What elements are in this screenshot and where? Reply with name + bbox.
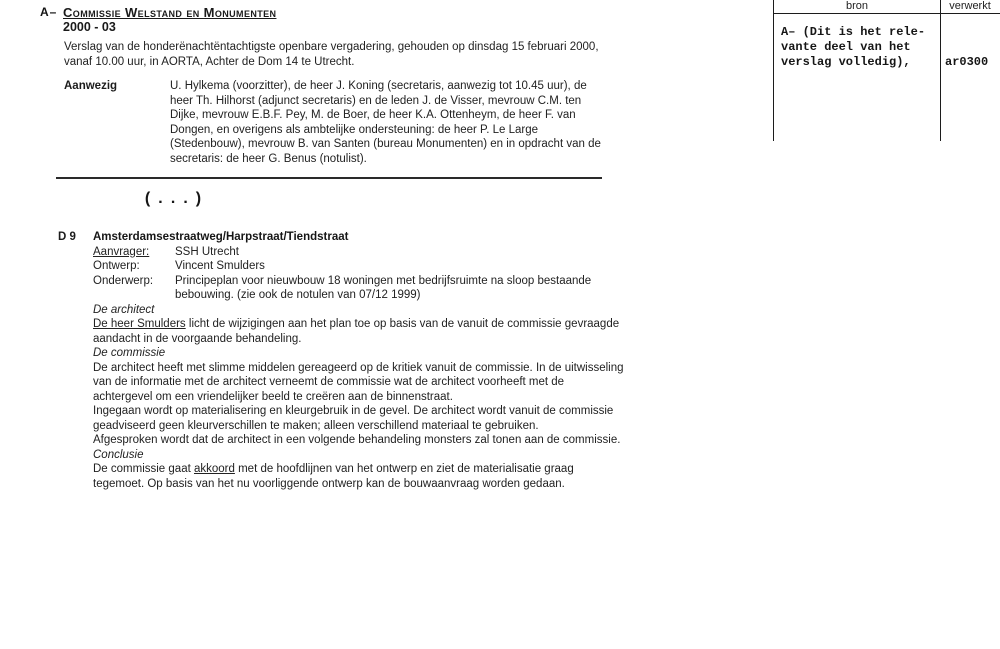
architect-paragraph: [93, 317, 625, 346]
meeting-intro-paragraph: Verslag van de honderënachtëntachtigste openbare vergadering, gehouden op dinsdag 15 februari 2000, vanaf 10.00 uur, in AORTA, Achter de Dom 14 te Utrecht.: [64, 41, 599, 68]
column-header-verwerkt: verwerkt: [949, 0, 991, 12]
designer-value: Vincent Smulders: [175, 260, 265, 272]
verwerkt-cell-value: ar0300: [945, 55, 989, 69]
bron-cell-note: [781, 25, 936, 70]
conclusion-underlined-word: akkoord: [193, 463, 235, 475]
conclusion-paragraph: [93, 462, 625, 491]
conclusion-pre: De commissie gaat: [93, 463, 194, 475]
attendance-label: Aanwezig: [64, 80, 118, 92]
designer-label: Ontwerp:: [93, 260, 140, 272]
agenda-item-content: [93, 230, 625, 491]
applicant-label: Aanvrager:: [93, 245, 150, 258]
agenda-item-number: D 9: [58, 231, 76, 243]
committee-paragraph-2: Ingegaan wordt op materialisering en kleurgebruik in de gevel. De architect wordt vanuit de commissie geadviseerd geen kleurverschillen te maken; alleen verschillend materiaal te gebruiken.: [93, 405, 614, 432]
section-divider-line: [56, 177, 602, 179]
agenda-item-d9: [58, 230, 625, 491]
field-designer: [93, 259, 625, 274]
committee-paragraph-1: De architect heeft met slimme middelen gereageerd op de kritiek vanuit de commissie. In de uitwisseling van de informatie met de architect verneemt de commissie wat de architect voorheeft met de achtergevel om een vriendelijker beeld te creëren aan de binnenstraat.: [93, 361, 624, 403]
column-header-bron: bron: [845, 0, 869, 12]
subject-value: Principeplan voor nieuwbouw 18 woningen met bedrijfsruimte na sloop bestaande bebouwing. (zie ook de notulen van 07/12 1999): [175, 274, 592, 301]
bron-note-line-3: verslag volledig),: [781, 55, 911, 69]
agenda-item-title: Amsterdamsestraatweg/Harpstraat/Tiendstraat: [93, 231, 349, 243]
attendance-block: [64, 79, 604, 166]
meeting-number: 2000 - 03: [63, 20, 116, 34]
committee-title: Commissie Welstand en Monumenten: [63, 5, 277, 20]
attendance-names: U. Hylkema (voorzitter), de heer J. Koning (secretaris, aanwezig tot 10.45 uur), de heer Th. Hilhorst (adjunct secretaris) en de leden J. de Visser, mevrouw C.M. ten Dijke, mevrouw E.B.F. Pey, M. de Boer, de heer K.A. Ottenheym, de heer F. van Dongen, en overigens als ambtelijke ondersteuning: de heer P. Le Large (Stedenbouw), mevrouw B. van Santen (bureau Monumenten) en in opdracht van de secretaris: de heer G. Benus (notulist).: [170, 80, 601, 165]
field-applicant: [93, 245, 625, 260]
architect-name: De heer Smulders: [93, 318, 186, 330]
bron-note-line-2: vante deel van het: [781, 40, 911, 54]
architect-heading: De architect: [93, 303, 155, 316]
architect-paragraph-rest: licht de wijzigingen aan het plan toe op basis van de vanuit de commissie gevraagde aandacht in de voorgaande behandeling.: [93, 318, 620, 345]
source-annotation-table: [773, 0, 1000, 141]
omitted-content-ellipsis: (...): [143, 190, 207, 208]
section-marker: A–: [40, 5, 58, 19]
committee-heading: De commissie: [93, 347, 166, 359]
applicant-value: SSH Utrecht: [175, 245, 239, 258]
field-subject: [93, 274, 625, 303]
header-titles: [63, 5, 276, 35]
annotation-table-body: [774, 14, 1000, 139]
subject-label: Onderwerp:: [93, 274, 154, 287]
committee-paragraph-3: Afgesproken wordt dat de architect in een volgende behandeling monsters zal tonen aan de commissie.: [93, 434, 621, 446]
annotation-table-header: [774, 0, 1000, 14]
table-column-divider: [940, 0, 941, 141]
document-header: [40, 5, 276, 35]
conclusion-post: met de hoofdlijnen van het ontwerp en ziet de materialisatie graag tegemoet. Op basis van het nu voorliggende ontwerp kan de bouwaanvraag worden gedaan.: [93, 463, 574, 490]
bron-note-line-1: A– (Dit is het rele-: [781, 25, 926, 39]
conclusion-heading: Conclusie: [93, 448, 144, 461]
